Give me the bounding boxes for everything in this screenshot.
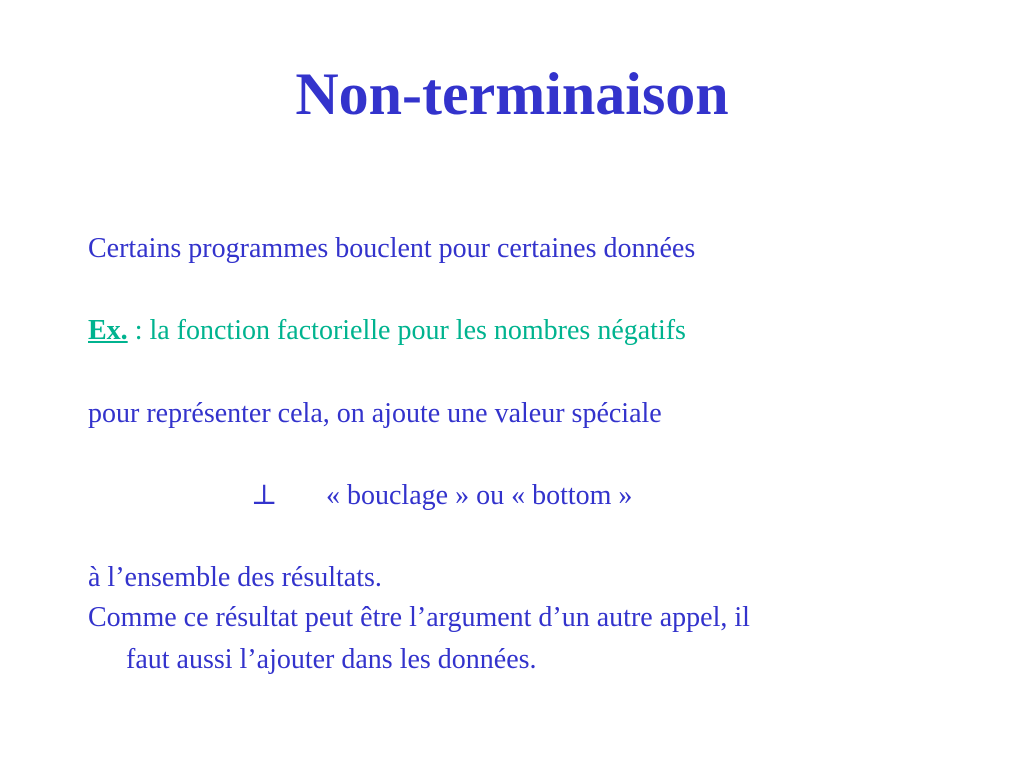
slide-title: Non-terminaison xyxy=(295,61,729,127)
bottom-symbol: ⊥ xyxy=(251,480,278,511)
bottom-description: « bouclage » ou « bottom » xyxy=(326,480,633,511)
body-line-argument: Comme ce résultat peut être l’argument d’un autre appel, il xyxy=(88,602,750,633)
body-line-results-set: à l’ensemble des résultats. xyxy=(88,562,382,593)
example-label: Ex. xyxy=(88,315,128,346)
body-line-special-value: pour représenter cela, on ajoute une valeur spéciale xyxy=(88,398,662,429)
example-text: : la fonction factorielle pour les nombres négatifs xyxy=(127,315,686,346)
example-line xyxy=(88,314,686,348)
body-line-data: faut aussi l’ajouter dans les données. xyxy=(126,644,537,675)
body-line-programs-loop: Certains programmes bouclent pour certaines données xyxy=(88,233,696,264)
